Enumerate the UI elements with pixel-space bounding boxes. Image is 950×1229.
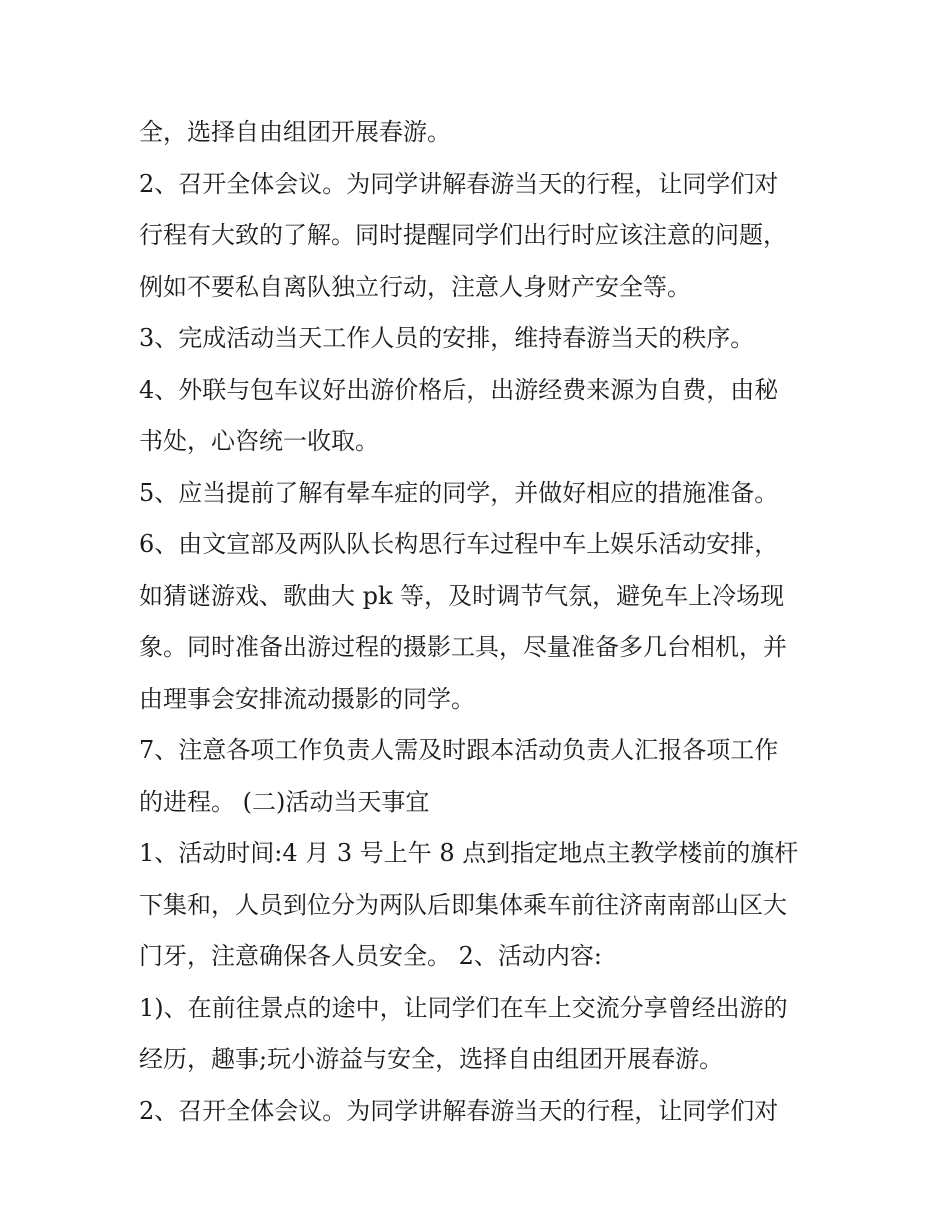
text-line: 如猜谜游戏、歌曲大 pk 等，及时调节气氛，避免车上冷场现 (139, 581, 785, 610)
text-line: 经历，趣事;玩小游益与安全，选择自由组团开展春游。 (139, 1045, 724, 1073)
text-line: 1、活动时间:4 月 3 号上午 8 点到指定地点主教学楼前的旗杆 (139, 839, 799, 867)
text-line: 2、召开全体会议。为同学讲解春游当天的行程，让同学们对 (139, 169, 779, 198)
text-line: 5、应当提前了解有晕车症的同学，并做好相应的措施准备。 (139, 478, 779, 507)
text-line: 6、由文宣部及两队队长构思行车过程中车上娱乐活动安排， (139, 530, 779, 558)
text-line: 下集和，人员到位分为两队后即集体乘车前往济南南部山区大 (139, 890, 787, 919)
document-body (139, 107, 829, 1137)
text-line: 例如不要私自离队独立行动，注意人身财产安全等。 (139, 272, 691, 301)
text-line: 书处，心咨统一收取。 (139, 427, 379, 455)
text-line: 由理事会安排流动摄影的同学。 (139, 684, 475, 713)
text-line: 2、召开全体会议。为同学讲解春游当天的行程，让同学们对 (139, 1096, 779, 1125)
text-line: 的进程。 (二)活动当天事宜 (139, 787, 430, 816)
text-line: 1)、在前往景点的途中，让同学们在车上交流分享曾经出游的 (139, 993, 788, 1022)
text-line: 7、注意各项工作负责人需及时跟本活动负责人汇报各项工作 (139, 736, 779, 764)
text-line: 象。同时准备出游过程的摄影工具，尽量准备多几台相机，并 (139, 633, 787, 661)
text-line: 4、外联与包车议好出游价格后，出游经费来源为自费，由秘 (139, 375, 779, 404)
text-line: 全，选择自由组团开展春游。 (139, 118, 451, 146)
text-line: 门牙，注意确保各人员安全。 2、活动内容: (139, 942, 602, 970)
text-line: 3、完成活动当天工作人员的安排，维持春游当天的秩序。 (139, 324, 755, 352)
text-line: 行程有大致的了解。同时提醒同学们出行时应该注意的问题， (139, 221, 787, 249)
